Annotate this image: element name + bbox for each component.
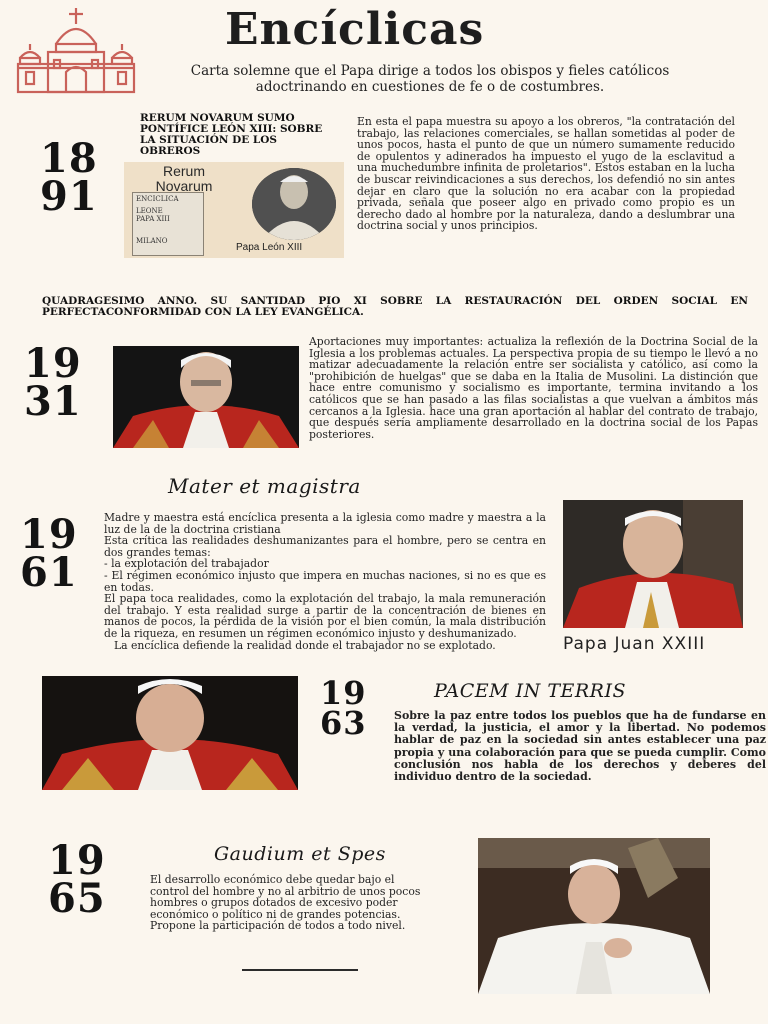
pope-pius-portrait	[113, 346, 299, 448]
paragraph: Madre y maestra está encíclica presenta a la iglesia como madre y maestra a la luz de la de la doctrina cristiana	[104, 511, 546, 536]
church-icon	[12, 6, 140, 96]
paragraph: Esta crítica las realidades deshumanizantes para el hombre, pero se centra en dos grandes temas:	[104, 534, 546, 559]
pope-john-portrait-2	[42, 676, 298, 790]
pope-leo-portrait	[252, 168, 336, 240]
section-heading-1931: QUADRAGESIMO ANNO. SU SANTIDAD PIO XI SOBRE LA RESTAURACIÓN DEL ORDEN SOCIAL EN PERFECTACONFORMIDAD CON LA LEY EVANGÉLICA.	[42, 295, 748, 318]
page-subtitle: Carta solemne que el Papa dirige a todos los obispos y fieles católicos adoctrinando en cuestiones de fe o de costumbres.	[190, 63, 670, 95]
section-text-1961	[104, 512, 546, 651]
section-title-1965: Gaudium et Spes	[214, 843, 386, 865]
page-title: Encíclicas	[225, 4, 485, 55]
rerum-novarum-image	[124, 162, 344, 258]
year-1965: 19 65	[48, 837, 106, 922]
pope-paul-portrait	[478, 838, 710, 994]
list-item: - la explotación del trabajador	[104, 557, 269, 571]
list-item: - El régimen económico injusto que impera en muchas naciones, si no es que es en todas.	[104, 568, 546, 594]
image-caption: Papa León XIII	[236, 242, 303, 253]
image-title: Rerum Novarum	[155, 163, 213, 194]
year-1891: 18 91	[40, 135, 98, 220]
section-heading-1891: RERUM NOVARUM SUMO PONTÍFICE LEÓN XIII: SOBRE LA SITUACIÓN DE LOS OBREROS	[140, 112, 323, 157]
section-text-1965: El desarrollo económico debe quedar bajo el control del hombre y no al arbitrio de unos pocos hombres o grupos dotados de excesivo poder económico o político ni de grandes potencias. Propone la participación de todos a todo nivel.	[150, 873, 421, 933]
section-text-1963: Sobre la paz entre todos los pueblos que ha de fundarse en la verdad, la justicia, el amor y la libertad. No podemos hablar de paz en la sociedad sin antes establecer una paz propia y una colaboración para que se pueda cumplir. Como conclusión nos habla de los derechos y deberes del individuo dentro de la sociedad.	[394, 709, 766, 784]
encyclical-document: ENCICLICA LEONE PAPA XIII MILANO	[132, 192, 204, 256]
section-text-1931: Aportaciones muy importantes: actualiza la reflexión de la Doctrina Social de la Iglesia a los problemas actuales. La perspectiva propia de su tiempo le llevó a no matizar adecuadamente la relación entre ser socialista y católico, así como la "prohibición de huelgas" que se daba en la Italia de Musolini. La distinción que hace entre comunismo y socialismo es importante, termina invitando a los católicos que se han pasado a las filas socialistas a que vuelvan a ámbitos más cercanos a la Iglesia. hace una gran aportación al hablar del contrato de trabajo, que después sería ampliamente desarrollado en la doctrina social de los Papas posteriores.	[309, 335, 758, 441]
section-text-1891: En esta el papa muestra su apoyo a los obreros, "la contratación del trabajo, las relaciones comerciales, se hallan sometidas al poder de unos pocos, hasta el punto de que un número sumamente reducido de opulentos y adinerados ha impuesto el yugo de la esclavitud a una muchedumbre infinita de proletarios". Estos estaban en la lucha de buscar reivindicaciones a sus derechos, los defendió no sin antes dejar en claro que la solución no era acabar con la propiedad privada, señala que poseer algo en privado como propio es un derecho dado al hombre por la naturaleza, dando a deslumbrar una doctrina social y unos principios.	[357, 115, 735, 233]
divider	[242, 969, 358, 971]
paragraph: La encíclica defiende la realidad donde el trabajador no se explotado.	[114, 638, 496, 652]
section-title-1963: PACEM IN TERRIS	[434, 680, 627, 702]
paragraph: El papa toca realidades, como la explotación del trabajo, la mala remuneración del trabajo. Y esta realidad surge a partir de la concentración de bienes en manos de pocos, la pérdida de la visión por el bien común, la mala distribución de la riqueza, en resumen un régimen económico injusto y deshumanizado.	[104, 592, 546, 640]
year-1961: 19 61	[20, 511, 78, 596]
year-1963: 19 63	[320, 674, 367, 742]
section-title-1961: Mater et magistra	[168, 474, 361, 498]
year-1931: 19 31	[24, 340, 82, 425]
image-caption: Papa Juan XXIII	[563, 634, 706, 654]
pope-john-portrait-1	[563, 500, 743, 628]
